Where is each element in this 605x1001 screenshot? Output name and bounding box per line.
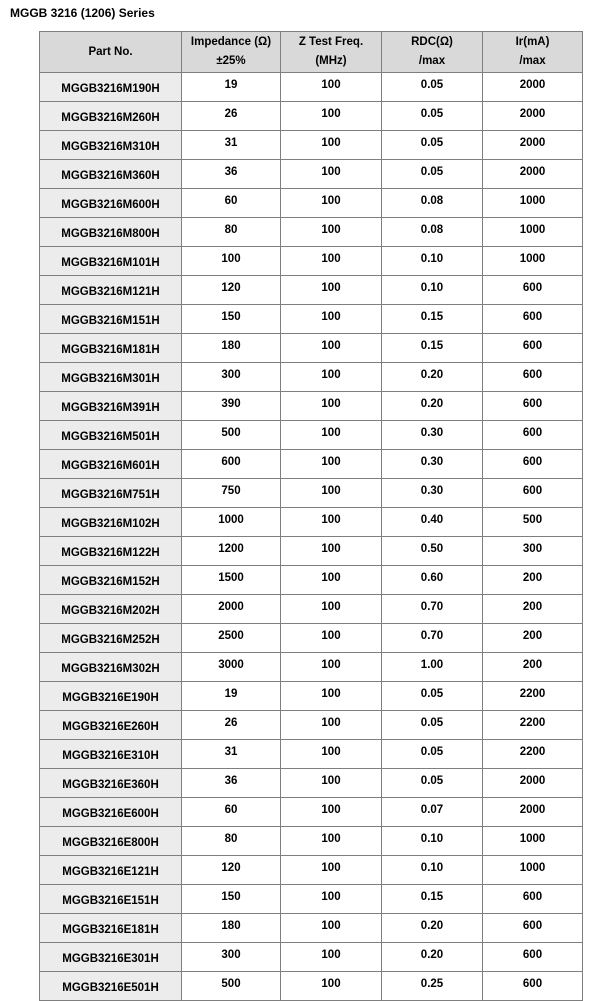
- header-part-no: [40, 32, 182, 73]
- part-number-cell: MGGB3216M121H: [40, 276, 182, 305]
- impedance-cell: 750: [182, 479, 281, 508]
- rated-current-cell: 600: [483, 479, 583, 508]
- part-number-cell: MGGB3216M600H: [40, 189, 182, 218]
- part-number-cell: MGGB3216M252H: [40, 624, 182, 653]
- table-row: [40, 508, 583, 537]
- rdc-cell: 1.00: [382, 653, 483, 682]
- part-number-cell: MGGB3216M260H: [40, 102, 182, 131]
- rated-current-cell: 2200: [483, 682, 583, 711]
- impedance-cell: 36: [182, 769, 281, 798]
- rated-current-cell: 200: [483, 624, 583, 653]
- impedance-cell: 150: [182, 305, 281, 334]
- test-freq-cell: 100: [281, 595, 382, 624]
- rated-current-cell: 300: [483, 537, 583, 566]
- rdc-cell: 0.08: [382, 189, 483, 218]
- impedance-cell: 150: [182, 885, 281, 914]
- test-freq-cell: 100: [281, 392, 382, 421]
- part-number-cell: MGGB3216M151H: [40, 305, 182, 334]
- rdc-cell: 0.10: [382, 276, 483, 305]
- rdc-cell: 0.08: [382, 218, 483, 247]
- rdc-cell: 0.05: [382, 102, 483, 131]
- test-freq-cell: 100: [281, 276, 382, 305]
- impedance-cell: 31: [182, 740, 281, 769]
- rdc-cell: 0.05: [382, 160, 483, 189]
- table-row: [40, 856, 583, 885]
- impedance-cell: 1200: [182, 537, 281, 566]
- impedance-cell: 1000: [182, 508, 281, 537]
- impedance-cell: 2500: [182, 624, 281, 653]
- test-freq-cell: 100: [281, 305, 382, 334]
- part-number-cell: MGGB3216M101H: [40, 247, 182, 276]
- rated-current-cell: 600: [483, 276, 583, 305]
- rated-current-cell: 2000: [483, 769, 583, 798]
- test-freq-cell: 100: [281, 508, 382, 537]
- header-sublabel: ±25%: [216, 55, 246, 67]
- rated-current-cell: 1000: [483, 189, 583, 218]
- table-row: [40, 131, 583, 160]
- impedance-cell: 120: [182, 856, 281, 885]
- header-sublabel: /max: [519, 55, 546, 67]
- rdc-cell: 0.40: [382, 508, 483, 537]
- rated-current-cell: 1000: [483, 247, 583, 276]
- part-number-cell: MGGB3216M501H: [40, 421, 182, 450]
- impedance-cell: 600: [182, 450, 281, 479]
- test-freq-cell: 100: [281, 798, 382, 827]
- part-number-cell: MGGB3216E800H: [40, 827, 182, 856]
- part-number-cell: MGGB3216M102H: [40, 508, 182, 537]
- header-label: RDC(Ω): [411, 36, 453, 48]
- rated-current-cell: 600: [483, 972, 583, 1001]
- part-number-cell: MGGB3216M391H: [40, 392, 182, 421]
- part-number-cell: MGGB3216M751H: [40, 479, 182, 508]
- header-sublabel: /max: [418, 55, 446, 67]
- rdc-cell: 0.05: [382, 711, 483, 740]
- part-number-cell: MGGB3216M152H: [40, 566, 182, 595]
- table-row: [40, 334, 583, 363]
- impedance-cell: 26: [182, 711, 281, 740]
- table-row: [40, 363, 583, 392]
- part-number-cell: MGGB3216E600H: [40, 798, 182, 827]
- table-row: [40, 653, 583, 682]
- test-freq-cell: 100: [281, 189, 382, 218]
- table-row: [40, 943, 583, 972]
- table-row: [40, 160, 583, 189]
- part-number-cell: MGGB3216M181H: [40, 334, 182, 363]
- table-row: [40, 421, 583, 450]
- part-number-cell: MGGB3216M301H: [40, 363, 182, 392]
- table-row: [40, 798, 583, 827]
- header-label: Ir(mA): [515, 36, 550, 48]
- table-row: [40, 479, 583, 508]
- part-number-cell: MGGB3216E310H: [40, 740, 182, 769]
- rated-current-cell: 600: [483, 914, 583, 943]
- rated-current-cell: 2000: [483, 102, 583, 131]
- table-row: [40, 595, 583, 624]
- test-freq-cell: 100: [281, 247, 382, 276]
- rdc-cell: 0.20: [382, 943, 483, 972]
- table-row: [40, 189, 583, 218]
- table-row: [40, 102, 583, 131]
- header-test-freq: [281, 32, 382, 73]
- impedance-cell: 1500: [182, 566, 281, 595]
- part-number-cell: MGGB3216E121H: [40, 856, 182, 885]
- table-row: [40, 711, 583, 740]
- test-freq-cell: 100: [281, 363, 382, 392]
- header-rated-current: [483, 32, 583, 73]
- rdc-cell: 0.05: [382, 682, 483, 711]
- impedance-cell: 300: [182, 363, 281, 392]
- impedance-cell: 2000: [182, 595, 281, 624]
- spec-table: [39, 31, 583, 1001]
- part-number-cell: MGGB3216E190H: [40, 682, 182, 711]
- table-row: [40, 392, 583, 421]
- rated-current-cell: 2000: [483, 131, 583, 160]
- impedance-cell: 60: [182, 189, 281, 218]
- rdc-cell: 0.30: [382, 421, 483, 450]
- test-freq-cell: 100: [281, 914, 382, 943]
- table-row: [40, 769, 583, 798]
- rdc-cell: 0.15: [382, 305, 483, 334]
- rated-current-cell: 600: [483, 885, 583, 914]
- rdc-cell: 0.25: [382, 972, 483, 1001]
- rdc-cell: 0.15: [382, 334, 483, 363]
- table-row: [40, 247, 583, 276]
- test-freq-cell: 100: [281, 218, 382, 247]
- rdc-cell: 0.10: [382, 827, 483, 856]
- test-freq-cell: 100: [281, 711, 382, 740]
- test-freq-cell: 100: [281, 624, 382, 653]
- part-number-cell: MGGB3216M302H: [40, 653, 182, 682]
- table-row: [40, 885, 583, 914]
- impedance-cell: 180: [182, 334, 281, 363]
- rdc-cell: 0.30: [382, 450, 483, 479]
- table-row: [40, 276, 583, 305]
- rdc-cell: 0.30: [382, 479, 483, 508]
- test-freq-cell: 100: [281, 769, 382, 798]
- rated-current-cell: 600: [483, 943, 583, 972]
- impedance-cell: 500: [182, 421, 281, 450]
- table-row: [40, 914, 583, 943]
- part-number-cell: MGGB3216E260H: [40, 711, 182, 740]
- part-number-cell: MGGB3216E181H: [40, 914, 182, 943]
- rated-current-cell: 600: [483, 392, 583, 421]
- rated-current-cell: 2200: [483, 740, 583, 769]
- rdc-cell: 0.20: [382, 363, 483, 392]
- test-freq-cell: 100: [281, 856, 382, 885]
- impedance-cell: 19: [182, 682, 281, 711]
- part-number-cell: MGGB3216M190H: [40, 73, 182, 102]
- test-freq-cell: 100: [281, 682, 382, 711]
- impedance-cell: 31: [182, 131, 281, 160]
- part-number-cell: MGGB3216E151H: [40, 885, 182, 914]
- table-row: [40, 218, 583, 247]
- test-freq-cell: 100: [281, 740, 382, 769]
- rdc-cell: 0.70: [382, 624, 483, 653]
- part-number-cell: MGGB3216M122H: [40, 537, 182, 566]
- impedance-cell: 80: [182, 827, 281, 856]
- rdc-cell: 0.20: [382, 392, 483, 421]
- rdc-cell: 0.05: [382, 740, 483, 769]
- impedance-cell: 26: [182, 102, 281, 131]
- test-freq-cell: 100: [281, 421, 382, 450]
- header-row: [40, 32, 583, 73]
- test-freq-cell: 100: [281, 102, 382, 131]
- table-body: [40, 73, 583, 1001]
- impedance-cell: 60: [182, 798, 281, 827]
- impedance-cell: 500: [182, 972, 281, 1001]
- impedance-cell: 100: [182, 247, 281, 276]
- rdc-cell: 0.60: [382, 566, 483, 595]
- test-freq-cell: 100: [281, 566, 382, 595]
- part-number-cell: MGGB3216M360H: [40, 160, 182, 189]
- rated-current-cell: 600: [483, 334, 583, 363]
- impedance-cell: 180: [182, 914, 281, 943]
- table-row: [40, 73, 583, 102]
- table-row: [40, 827, 583, 856]
- test-freq-cell: 100: [281, 972, 382, 1001]
- header-impedance: [182, 32, 281, 73]
- test-freq-cell: 100: [281, 479, 382, 508]
- rdc-cell: 0.70: [382, 595, 483, 624]
- test-freq-cell: 100: [281, 160, 382, 189]
- impedance-cell: 390: [182, 392, 281, 421]
- part-number-cell: MGGB3216E501H: [40, 972, 182, 1001]
- rated-current-cell: 200: [483, 595, 583, 624]
- table-row: [40, 972, 583, 1001]
- rated-current-cell: 200: [483, 566, 583, 595]
- test-freq-cell: 100: [281, 450, 382, 479]
- part-number-cell: MGGB3216M601H: [40, 450, 182, 479]
- rated-current-cell: 1000: [483, 856, 583, 885]
- rated-current-cell: 2000: [483, 798, 583, 827]
- table-row: [40, 450, 583, 479]
- rated-current-cell: 600: [483, 363, 583, 392]
- header-label: Part No.: [88, 45, 133, 58]
- rated-current-cell: 600: [483, 305, 583, 334]
- rdc-cell: 0.05: [382, 769, 483, 798]
- impedance-cell: 300: [182, 943, 281, 972]
- table-row: [40, 566, 583, 595]
- impedance-cell: 120: [182, 276, 281, 305]
- table-row: [40, 740, 583, 769]
- rated-current-cell: 1000: [483, 827, 583, 856]
- rdc-cell: 0.20: [382, 914, 483, 943]
- part-number-cell: MGGB3216E301H: [40, 943, 182, 972]
- test-freq-cell: 100: [281, 131, 382, 160]
- rated-current-cell: 500: [483, 508, 583, 537]
- rated-current-cell: 2200: [483, 711, 583, 740]
- rdc-cell: 0.50: [382, 537, 483, 566]
- rated-current-cell: 2000: [483, 73, 583, 102]
- rdc-cell: 0.15: [382, 885, 483, 914]
- impedance-cell: 80: [182, 218, 281, 247]
- impedance-cell: 19: [182, 73, 281, 102]
- rdc-cell: 0.10: [382, 247, 483, 276]
- test-freq-cell: 100: [281, 537, 382, 566]
- part-number-cell: MGGB3216E360H: [40, 769, 182, 798]
- table-row: [40, 624, 583, 653]
- rated-current-cell: 1000: [483, 218, 583, 247]
- rdc-cell: 0.05: [382, 73, 483, 102]
- part-number-cell: MGGB3216M202H: [40, 595, 182, 624]
- part-number-cell: MGGB3216M310H: [40, 131, 182, 160]
- test-freq-cell: 100: [281, 334, 382, 363]
- rated-current-cell: 600: [483, 421, 583, 450]
- rdc-cell: 0.05: [382, 131, 483, 160]
- impedance-cell: 3000: [182, 653, 281, 682]
- rated-current-cell: 600: [483, 450, 583, 479]
- impedance-cell: 36: [182, 160, 281, 189]
- part-number-cell: MGGB3216M800H: [40, 218, 182, 247]
- rdc-cell: 0.10: [382, 856, 483, 885]
- test-freq-cell: 100: [281, 73, 382, 102]
- table-row: [40, 537, 583, 566]
- test-freq-cell: 100: [281, 943, 382, 972]
- page-title: MGGB 3216 (1206) Series: [10, 6, 155, 20]
- header-rdc: [382, 32, 483, 73]
- test-freq-cell: 100: [281, 653, 382, 682]
- rated-current-cell: 200: [483, 653, 583, 682]
- table-row: [40, 305, 583, 334]
- test-freq-cell: 100: [281, 885, 382, 914]
- header-label: Impedance (Ω): [190, 36, 272, 48]
- rated-current-cell: 2000: [483, 160, 583, 189]
- table-row: [40, 682, 583, 711]
- rdc-cell: 0.07: [382, 798, 483, 827]
- header-label: Z Test Freq.: [298, 36, 364, 48]
- test-freq-cell: 100: [281, 827, 382, 856]
- header-sublabel: (MHz): [315, 55, 347, 67]
